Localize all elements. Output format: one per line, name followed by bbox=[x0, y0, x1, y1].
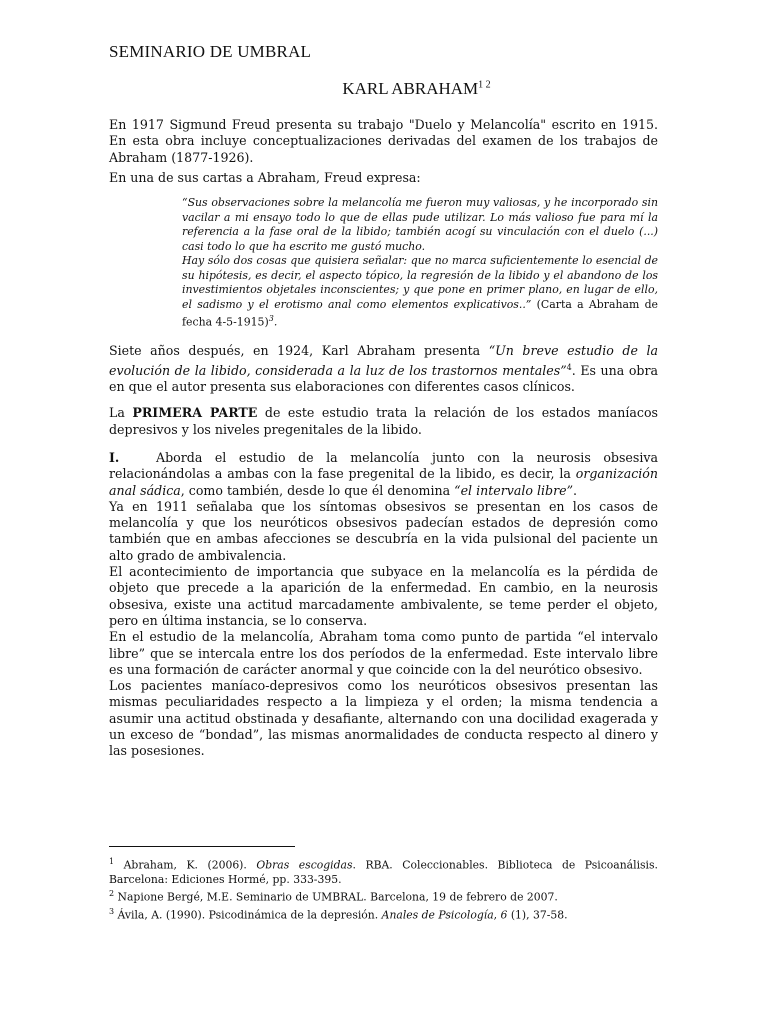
body-paragraph: Los pacientes maníaco-depresivos como los neuróticos obsesivos presentan las mismas peculiaridades respecto a la limpieza y el orden; la misma tendencia a asumir una actitud obstinada y desafiante, alternando con una docilidad exagerada y un exceso de “bondad”, las mismas anormalidades de conducta respecto al dinero y las posesiones. bbox=[109, 678, 658, 759]
fn2-text: Napione Bergé, M.E. Seminario de UMBRAL. Barcelona, 19 de febrero de 2007. bbox=[114, 890, 558, 904]
title-text: KARL ABRAHAM bbox=[342, 79, 479, 98]
section-I-italic-a: organización anal sádica bbox=[109, 466, 658, 498]
quote-citation: (Carta a Abraham de fecha 4-5-1915) bbox=[182, 297, 658, 329]
paragraph-primera-parte bbox=[109, 405, 658, 438]
fn3-italic: Anales de Psicología bbox=[381, 908, 494, 922]
section-I-text-b: , como también, desde lo que él denomina bbox=[180, 482, 455, 498]
page-title bbox=[109, 79, 658, 99]
footnotes bbox=[109, 846, 658, 923]
p1924-work-title: “Un breve estudio de la evolución de la libido, considerada a la luz de los trastornos mentales” bbox=[109, 343, 658, 378]
quote-part-1: “Sus observaciones sobre la melancolía me fueron muy valiosas, y he incorporado sin vacilar a mi ensayo todo lo que de ellas pude utilizar. Lo más valioso fue para mí la referencia a la fase oral de la libido; también acogí su vinculación con el duelo (...) casi todo lo que ha escrito me gustó mucho. bbox=[182, 196, 658, 253]
freud-quote bbox=[182, 196, 658, 330]
title-footnote-marks: 1 2 bbox=[478, 79, 491, 91]
intro-paragraph-2: En una de sus cartas a Abraham, Freud expresa: bbox=[109, 169, 421, 185]
pp-lead: La bbox=[109, 405, 133, 421]
fn1-a: Abraham, K. (2006). bbox=[114, 858, 257, 872]
body-paragraph: En el estudio de la melancolía, Abraham toma como punto de partida “el intervalo libre” que se intercala entre los dos períodos de la enfermedad. Este intervalo libre es una formación de carácter anormal y que coincide con la del neurótico obsesivo. bbox=[109, 629, 658, 677]
intro-paragraph-1: En 1917 Sigmund Freud presenta su trabajo "Duelo y Melancolía" escrito en 1915. En esta obra incluye conceptualizaciones derivadas del examen de los trabajos de Abraham (1877-1926). bbox=[109, 117, 658, 165]
body-paragraph: El acontecimiento de importancia que subyace en la melancolía es la pérdida de objeto que precede a la aparición de la enfermedad. En cambio, en la neurosis obsesiva, existe una actitud marcadamente ambivalente, se teme perder el objeto, pero en última instancia, se lo conserva. bbox=[109, 564, 658, 628]
fn3-c: (1), 37-58. bbox=[507, 908, 568, 922]
fn2-mark: 2 bbox=[109, 889, 115, 898]
document-header: SEMINARIO DE UMBRAL bbox=[109, 42, 312, 61]
body-paragraph: Ya en 1911 señalaba que los síntomas obsesivos se presentan en los casos de melancolía y que los neuróticos obsesivos padecían estados de depresión como también que en ambas afecciones se descubría en la vida pulsional del paciente un alto grado de ambivalencia. bbox=[109, 498, 658, 563]
fn3-mark: 3 bbox=[109, 906, 115, 916]
fn3-b: , bbox=[493, 908, 501, 922]
section-I-paragraph bbox=[109, 450, 658, 499]
footnote-divider bbox=[109, 846, 295, 847]
quote-part-2: Hay sólo dos cosas que quisiera señalar: que no marca suficientemente lo esencial de su hipótesis, es decir, el aspecto tópico, la regresión de la libido y el abandono de los investimientos objetales inconscientes; y que pone en primer plano, en lugar de ello, el sadismo y el erotismo anal como elementos explicativos..” (Carta a Abraham de fecha 4-5-1915)$^3$. bbox=[182, 254, 658, 329]
fn3-a: Ávila, A. (1990). Psicodinámica de la depresión. bbox=[114, 908, 382, 922]
section-I-text-a: Aborda el estudio de la melancolía junto con la neurosis obsesiva relacionándolas a ambas con la fase pregenital de la libido, es decir, la bbox=[109, 449, 658, 482]
p1924-rest: . Es una obra en que el autor presenta sus elaboraciones con diferentes casos clínicos. bbox=[109, 362, 658, 395]
footnote-2 bbox=[109, 887, 658, 905]
footnote-1 bbox=[109, 855, 658, 887]
p1924-footnote-mark: 4 bbox=[566, 362, 572, 372]
paragraph-1924 bbox=[109, 343, 658, 395]
fn3-italic2: 6 bbox=[500, 908, 508, 922]
quote-footnote-mark: 3 bbox=[268, 314, 274, 324]
footnote-3 bbox=[109, 905, 658, 923]
document-page bbox=[109, 42, 658, 760]
p1924-lead: Siete años después, en 1924, Karl Abraham presenta bbox=[109, 343, 489, 359]
section-I-italic-b: “el intervalo libre” bbox=[454, 482, 574, 498]
section-I-text-c: . bbox=[573, 482, 578, 498]
pp-rest: de este estudio trata la relación de los estados maníacos depresivos y los niveles pregenitales de la libido. bbox=[109, 405, 658, 437]
section-I-number: I. bbox=[109, 449, 120, 465]
fn1-b: . RBA. Coleccionables. Biblioteca de Psicoanálisis. Barcelona: Ediciones Hormé, pp. 333-395. bbox=[109, 858, 658, 886]
quote-part-2-text: Hay sólo dos cosas que quisiera señalar: que no marca suficientemente lo esencial de su hipótesis, es decir, el aspecto tópico, la regresión de la libido y el abandono de los investimientos objetales inconscientes; y que pone en primer plano, en lugar de ello, el sadismo y el erotismo anal como elementos explicativos..” bbox=[182, 254, 658, 311]
fn1-italic: Obras escogidas bbox=[256, 858, 353, 872]
fn1-mark: 1 bbox=[109, 857, 115, 866]
pp-bold: PRIMERA PARTE bbox=[132, 405, 258, 421]
